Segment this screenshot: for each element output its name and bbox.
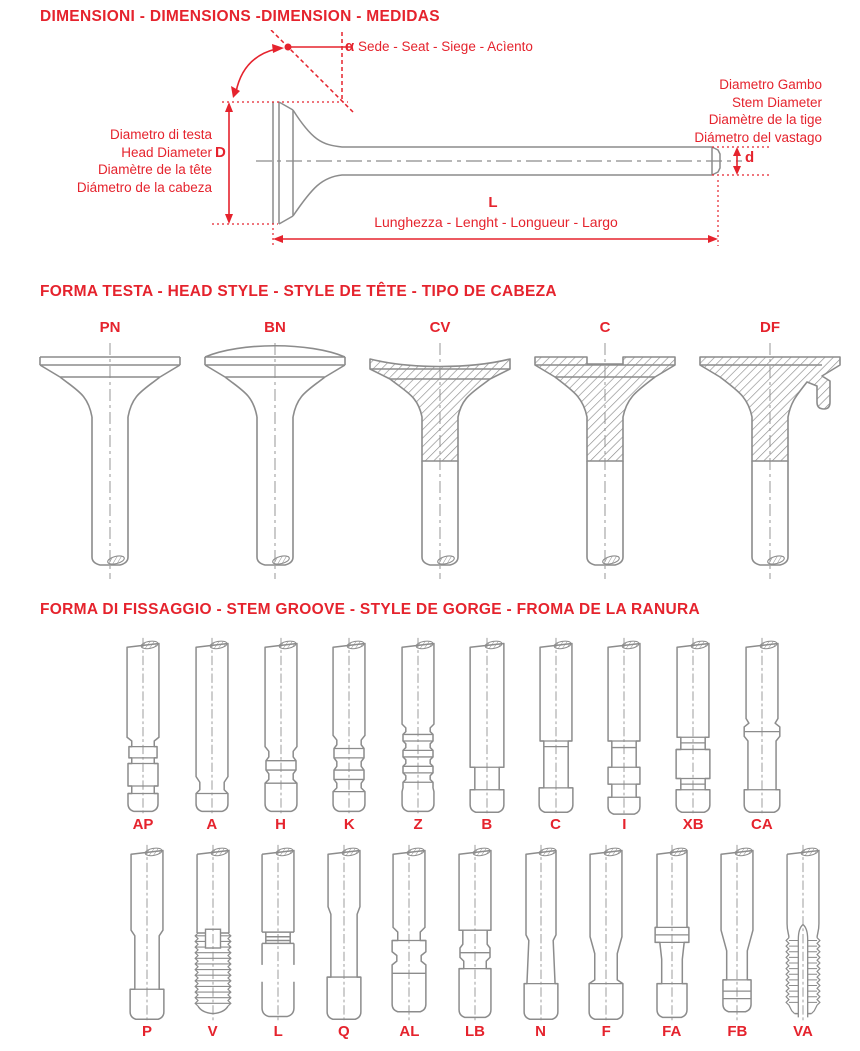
stem-groove-label-CA: CA bbox=[751, 816, 773, 833]
stem-groove-drawing-K bbox=[319, 636, 379, 816]
section-stem-groove-title: FORMA DI FISSAGGIO - STEM GROOVE - STYLE DE GORGE - FROMA DE LA RANURA bbox=[40, 601, 700, 618]
stem-groove-drawing-I bbox=[594, 636, 654, 816]
stem-groove-drawing-CA bbox=[732, 636, 792, 816]
head-style-label-CV: CV bbox=[429, 319, 451, 336]
stem-groove-drawing-V bbox=[183, 843, 243, 1023]
head-diameter-line-4: Diámetro de la cabeza bbox=[76, 179, 212, 195]
stem-groove-drawing-B bbox=[457, 636, 517, 816]
stem-groove-label-AL: AL bbox=[399, 1023, 420, 1040]
stem-diameter-line-2: Stem Diameter bbox=[731, 94, 822, 110]
stem-groove-figure-Z bbox=[388, 636, 448, 836]
seat-leader-dot bbox=[285, 44, 292, 51]
stem-diameter-line-4: Diámetro del vastago bbox=[694, 129, 822, 145]
stem-groove-row-2 bbox=[117, 843, 833, 1043]
head-style-figure-DF bbox=[690, 319, 850, 584]
stem-groove-label-XB: XB bbox=[682, 816, 704, 833]
stem-groove-label-K: K bbox=[343, 816, 355, 833]
head-style-label-DF: DF bbox=[760, 319, 780, 336]
stem-groove-label-AP: AP bbox=[132, 816, 154, 833]
stem-groove-label-H: H bbox=[275, 816, 286, 833]
head-style-row bbox=[30, 319, 850, 584]
stem-groove-figure-V bbox=[183, 843, 243, 1043]
stem-groove-figure-P bbox=[117, 843, 177, 1043]
stem-diameter-line-3: Diamètre de la tige bbox=[708, 112, 822, 127]
stem-groove-label-FA: FA bbox=[662, 1023, 682, 1040]
stem-groove-drawing-H bbox=[251, 636, 311, 816]
stem-groove-figure-C bbox=[526, 636, 586, 836]
stem-groove-figure-B bbox=[457, 636, 517, 836]
stem-groove-figure-AL bbox=[379, 843, 439, 1043]
stem-groove-drawing-Q bbox=[314, 843, 374, 1023]
head-style-drawing-CV bbox=[360, 339, 520, 584]
stem-groove-figure-A bbox=[182, 636, 242, 836]
length-extension-lines bbox=[273, 180, 718, 246]
head-style-drawing-PN bbox=[30, 339, 190, 584]
seat-label-text: Sede - Seat - Siege - Acìento bbox=[358, 39, 533, 54]
stem-groove-row-1 bbox=[113, 636, 792, 836]
stem-diameter-line-1: Diametro Gambo bbox=[719, 77, 822, 92]
stem-groove-label-Z: Z bbox=[413, 816, 423, 833]
stem-groove-label-B: B bbox=[481, 816, 493, 833]
head-style-figure-C bbox=[525, 319, 685, 584]
stem-diameter-label bbox=[598, 76, 822, 146]
head-style-drawing-BN bbox=[195, 339, 355, 584]
stem-groove-figure-LB bbox=[445, 843, 505, 1043]
alpha-symbol: α bbox=[345, 38, 355, 55]
length-symbol: L bbox=[488, 194, 498, 211]
section-dimensions-title: DIMENSIONI - DIMENSIONS -DIMENSION - MEDIDAS bbox=[40, 8, 440, 25]
stem-groove-figure-K bbox=[319, 636, 379, 836]
head-diameter-label bbox=[40, 126, 212, 196]
head-style-figure-PN bbox=[30, 319, 190, 584]
stem-groove-label-L: L bbox=[273, 1023, 283, 1040]
stem-groove-label-N: N bbox=[535, 1023, 546, 1040]
stem-groove-drawing-N bbox=[511, 843, 571, 1023]
stem-groove-drawing-XB bbox=[663, 636, 723, 816]
stem-groove-label-VA: VA bbox=[793, 1023, 813, 1040]
head-diameter-line-3: Diamètre de la tête bbox=[97, 162, 212, 177]
stem-groove-label-P: P bbox=[141, 1023, 152, 1040]
stem-groove-label-I: I bbox=[622, 816, 627, 833]
stem-groove-figure-FA bbox=[642, 843, 702, 1043]
seat-label bbox=[345, 38, 533, 56]
stem-groove-figure-AP bbox=[113, 636, 173, 836]
stem-groove-drawing-P bbox=[117, 843, 177, 1023]
head-diameter-line-1: Diametro di testa bbox=[109, 127, 212, 142]
head-style-figure-CV bbox=[360, 319, 520, 584]
stem-groove-figure-F bbox=[576, 843, 636, 1043]
stem-groove-figure-XB bbox=[663, 636, 723, 836]
head-style-drawing-C bbox=[525, 339, 685, 584]
stem-groove-drawing-A bbox=[182, 636, 242, 816]
stem-diameter-symbol: d bbox=[745, 149, 755, 166]
head-style-drawing-DF bbox=[690, 339, 850, 584]
stem-groove-label-LB: LB bbox=[464, 1023, 485, 1040]
stem-groove-drawing-VA bbox=[773, 843, 833, 1023]
stem-groove-drawing-L bbox=[248, 843, 308, 1023]
stem-groove-label-V: V bbox=[207, 1023, 218, 1040]
head-diameter-line-2: Head Diameter bbox=[121, 144, 212, 160]
stem-groove-figure-Q bbox=[314, 843, 374, 1043]
stem-groove-drawing-Z bbox=[388, 636, 448, 816]
head-style-figure-BN bbox=[195, 319, 355, 584]
length-label: Lunghezza - Lenght - Longueur - Largo bbox=[374, 214, 618, 230]
section-head-style-title: FORMA TESTA - HEAD STYLE - STYLE DE TÊTE - TIPO DE CABEZA bbox=[40, 283, 557, 300]
stem-groove-figure-FB bbox=[707, 843, 767, 1043]
stem-groove-figure-I bbox=[594, 636, 654, 836]
seat-angle-arc bbox=[236, 49, 276, 92]
stem-groove-figure-N bbox=[511, 843, 571, 1043]
stem-groove-figure-H bbox=[251, 636, 311, 836]
stem-groove-drawing-FA bbox=[642, 843, 702, 1023]
stem-groove-figure-CA bbox=[732, 636, 792, 836]
stem-groove-drawing-FB bbox=[707, 843, 767, 1023]
stem-groove-drawing-AP bbox=[113, 636, 173, 816]
valve-dimension-figure bbox=[0, 30, 860, 282]
stem-groove-drawing-F bbox=[576, 843, 636, 1023]
head-style-label-C: C bbox=[599, 319, 611, 336]
stem-groove-label-F: F bbox=[601, 1023, 611, 1040]
head-diameter-symbol: D bbox=[215, 144, 226, 161]
stem-groove-drawing-C bbox=[526, 636, 586, 816]
stem-groove-label-Q: Q bbox=[337, 1023, 350, 1040]
head-style-label-BN: BN bbox=[264, 319, 286, 336]
stem-groove-label-A: A bbox=[206, 816, 218, 833]
stem-groove-figure-VA bbox=[773, 843, 833, 1043]
stem-groove-label-C: C bbox=[550, 816, 562, 833]
stem-groove-label-FB: FB bbox=[727, 1023, 748, 1040]
stem-groove-figure-L bbox=[248, 843, 308, 1043]
stem-groove-drawing-AL bbox=[379, 843, 439, 1023]
head-style-label-PN: PN bbox=[99, 319, 121, 336]
stem-groove-drawing-LB bbox=[445, 843, 505, 1023]
